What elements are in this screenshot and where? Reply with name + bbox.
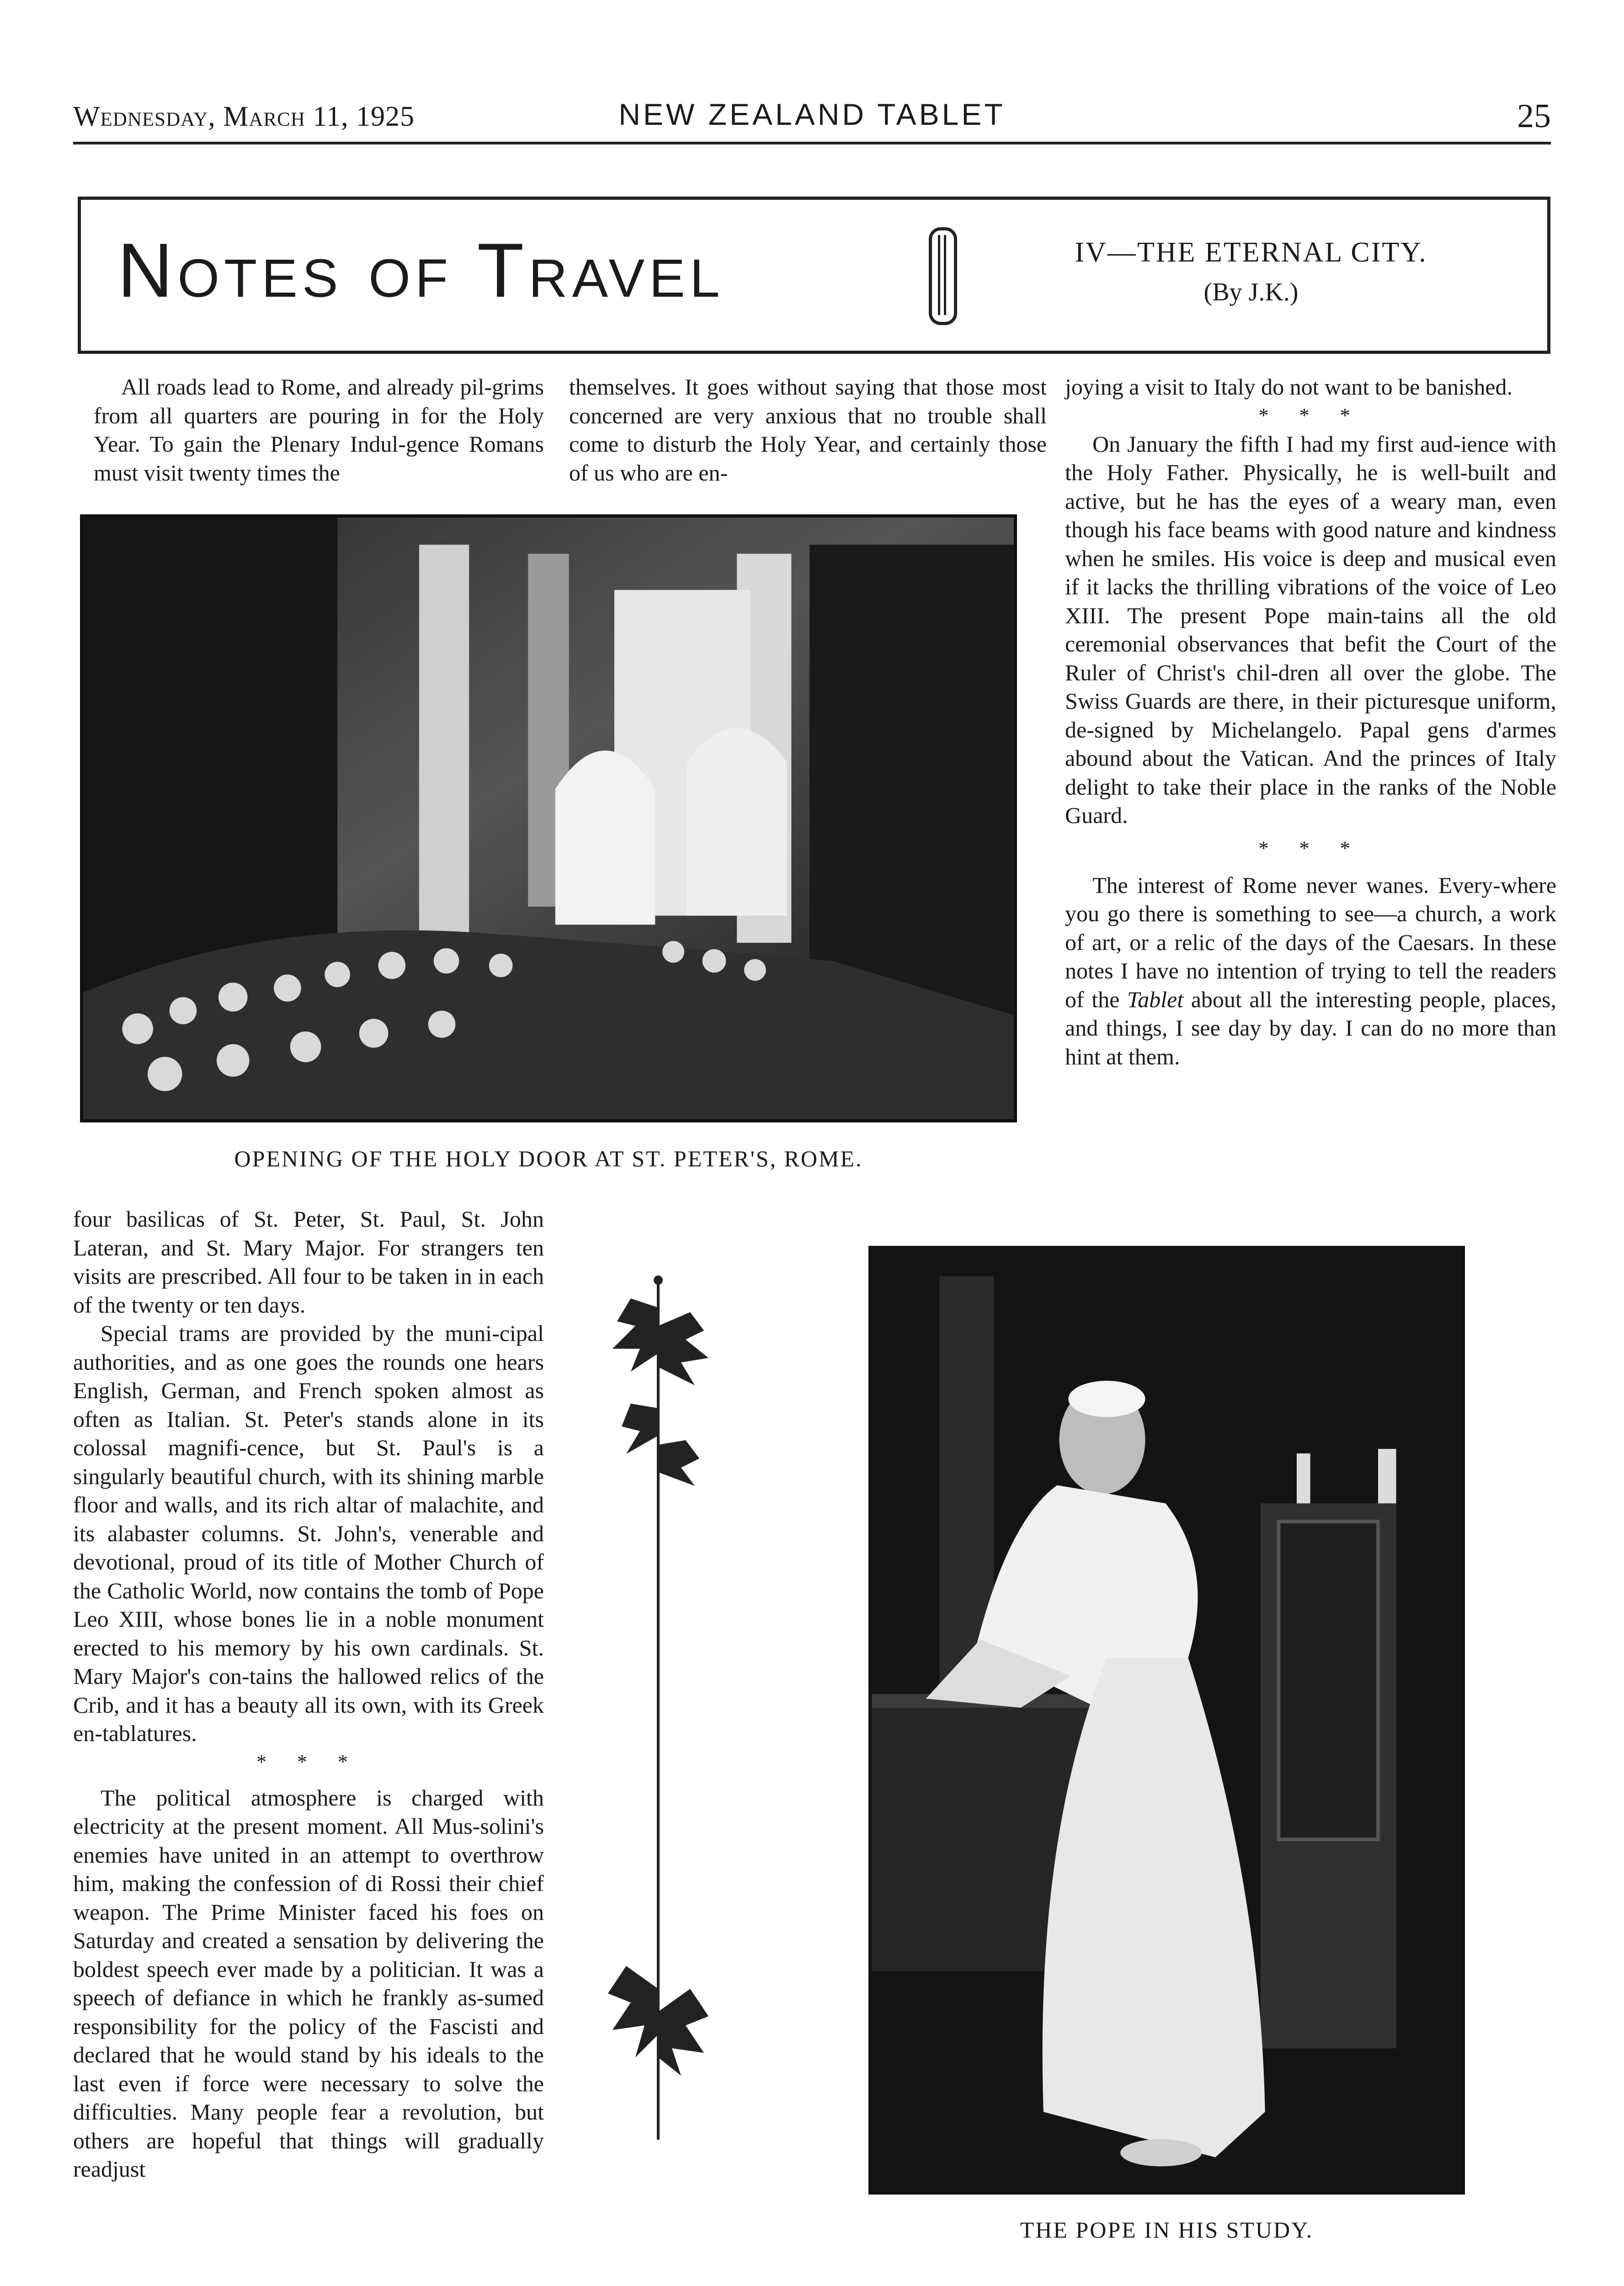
paragraph-special-trams: Special trams are provided by the muni-cipal authorities, and as one goes the rounds one hears English, German, and French spoken almost as often as Italian. St. Peter's stands alone in its colossal magnifi-cence, but St. Paul's is a singularly beautiful church, with its shining marble floor and walls, and its rich altar of malachite, and its alabaster columns. St. John's, venerable and devotional, proud of its title of Mother Church of the Catholic World, now contains the tomb of Pope Leo XIII, whose bones lie in a noble monument erected to his memory by his own cardinals. St. Mary Major's con-tains the hallowed relics of the Crib, and it has a beauty all its own, with its Greek en-tablatures. [73, 1320, 544, 1746]
article-subtitle: IV—THE ETERNAL CITY. [1075, 237, 1427, 268]
article-title-box [78, 197, 1550, 354]
paragraph-roads-lead-to-rome: All roads lead to Rome, and already pil-grims from all quarters are pouring in for the Holy Year. To gain the Plenary Indul-gence Romans must visit twenty times the [94, 374, 544, 486]
pope-study-caption: THE POPE IN HIS STUDY. [1020, 2217, 1314, 2243]
issue-date: Wednesday, March 11, 1925 [73, 101, 415, 132]
paragraph-themselves: themselves. It goes without saying that those most concerned are very anxious that no trouble shall come to disturb the Holy Year, and certainly those of us who are en- [569, 374, 1047, 486]
holy-door-caption: OPENING OF THE HOLY DOOR AT ST. PETER'S, ROME. [234, 1146, 863, 1171]
page-number: 25 [1517, 97, 1551, 135]
running-head [73, 91, 1551, 144]
title-ornament-icon [929, 227, 957, 325]
column-2-top [569, 373, 1047, 487]
flower-stem-ornament-icon [599, 1271, 718, 2149]
tablet-title: Tablet [1127, 986, 1184, 1012]
paragraph-banished: joying a visit to Italy do not want to be banished. [1065, 374, 1513, 400]
article-title: Notes of Travel [117, 227, 724, 313]
column-1-top [94, 373, 544, 487]
paragraph-audience: On January the fifth I had my first aud-ience with the Holy Father. Physically, he is well-built and active, but he has the eyes of a weary man, even though his face beams with good nature and kindness when he smiles. His voice is deep and musical even if it lacks the thrilling vibrations of the voice of Leo XIII. The present Pope main-tains all the old ceremonial observances that befit the Court of the Ruler of Christ's chil-dren all over the globe. The Swiss Guards are there, in their picturesque uniform, de-signed by Michelangelo. Papal gens d'armes abound about the Vatican. And the princes of Italy delight to take their place in the ranks of the Noble Guard. [1065, 431, 1556, 828]
publication-name: NEW ZEALAND TABLET [618, 97, 1006, 131]
holy-door-photo [80, 514, 1017, 1122]
column-3 [1065, 373, 1556, 1071]
section-break-stars: * * * [1258, 404, 1363, 427]
section-break-stars: * * * [256, 1750, 361, 1773]
pope-study-photo [868, 1246, 1465, 2195]
paragraph-political-atmosphere: The political atmosphere is charged with electricity at the present moment. All Mus-solini's enemies have united in an attempt to overthrow him, making the confession of di Rossi their chief weapon. The Prime Minister faced his foes on Saturday and created a sensation by delivering the boldest speech ever made by a politician. It was a speech of defiance in which he frankly as-sumed responsibility for the policy of the Fascisti and declared that he would stand by his ideals to the last even if force were necessary to solve the difficulties. Many people fear a revolution, but others are hopeful that things will gradually readjust [73, 1784, 544, 2182]
paragraph-interest-of-rome: The interest of Rome never wanes. Every-where you go there is something to see—a church, a work of art, or a relic of the days of the Caesars. In these notes I have no intention of trying to tell the readers of the Tablet about all the interesting people, places, and things, I see day by day. I can do no more than hint at them. [1065, 872, 1557, 1069]
section-break-stars: * * * [1258, 837, 1363, 860]
article-byline: (By J.K.) [1203, 278, 1299, 306]
column-1-lower [73, 1205, 544, 2184]
paragraph-four-basilicas: four basilicas of St. Peter, St. Paul, St. John Lateran, and St. Mary Major. For strangers ten visits are prescribed. All four to be taken in in each of the twenty or ten days. [73, 1206, 544, 1318]
